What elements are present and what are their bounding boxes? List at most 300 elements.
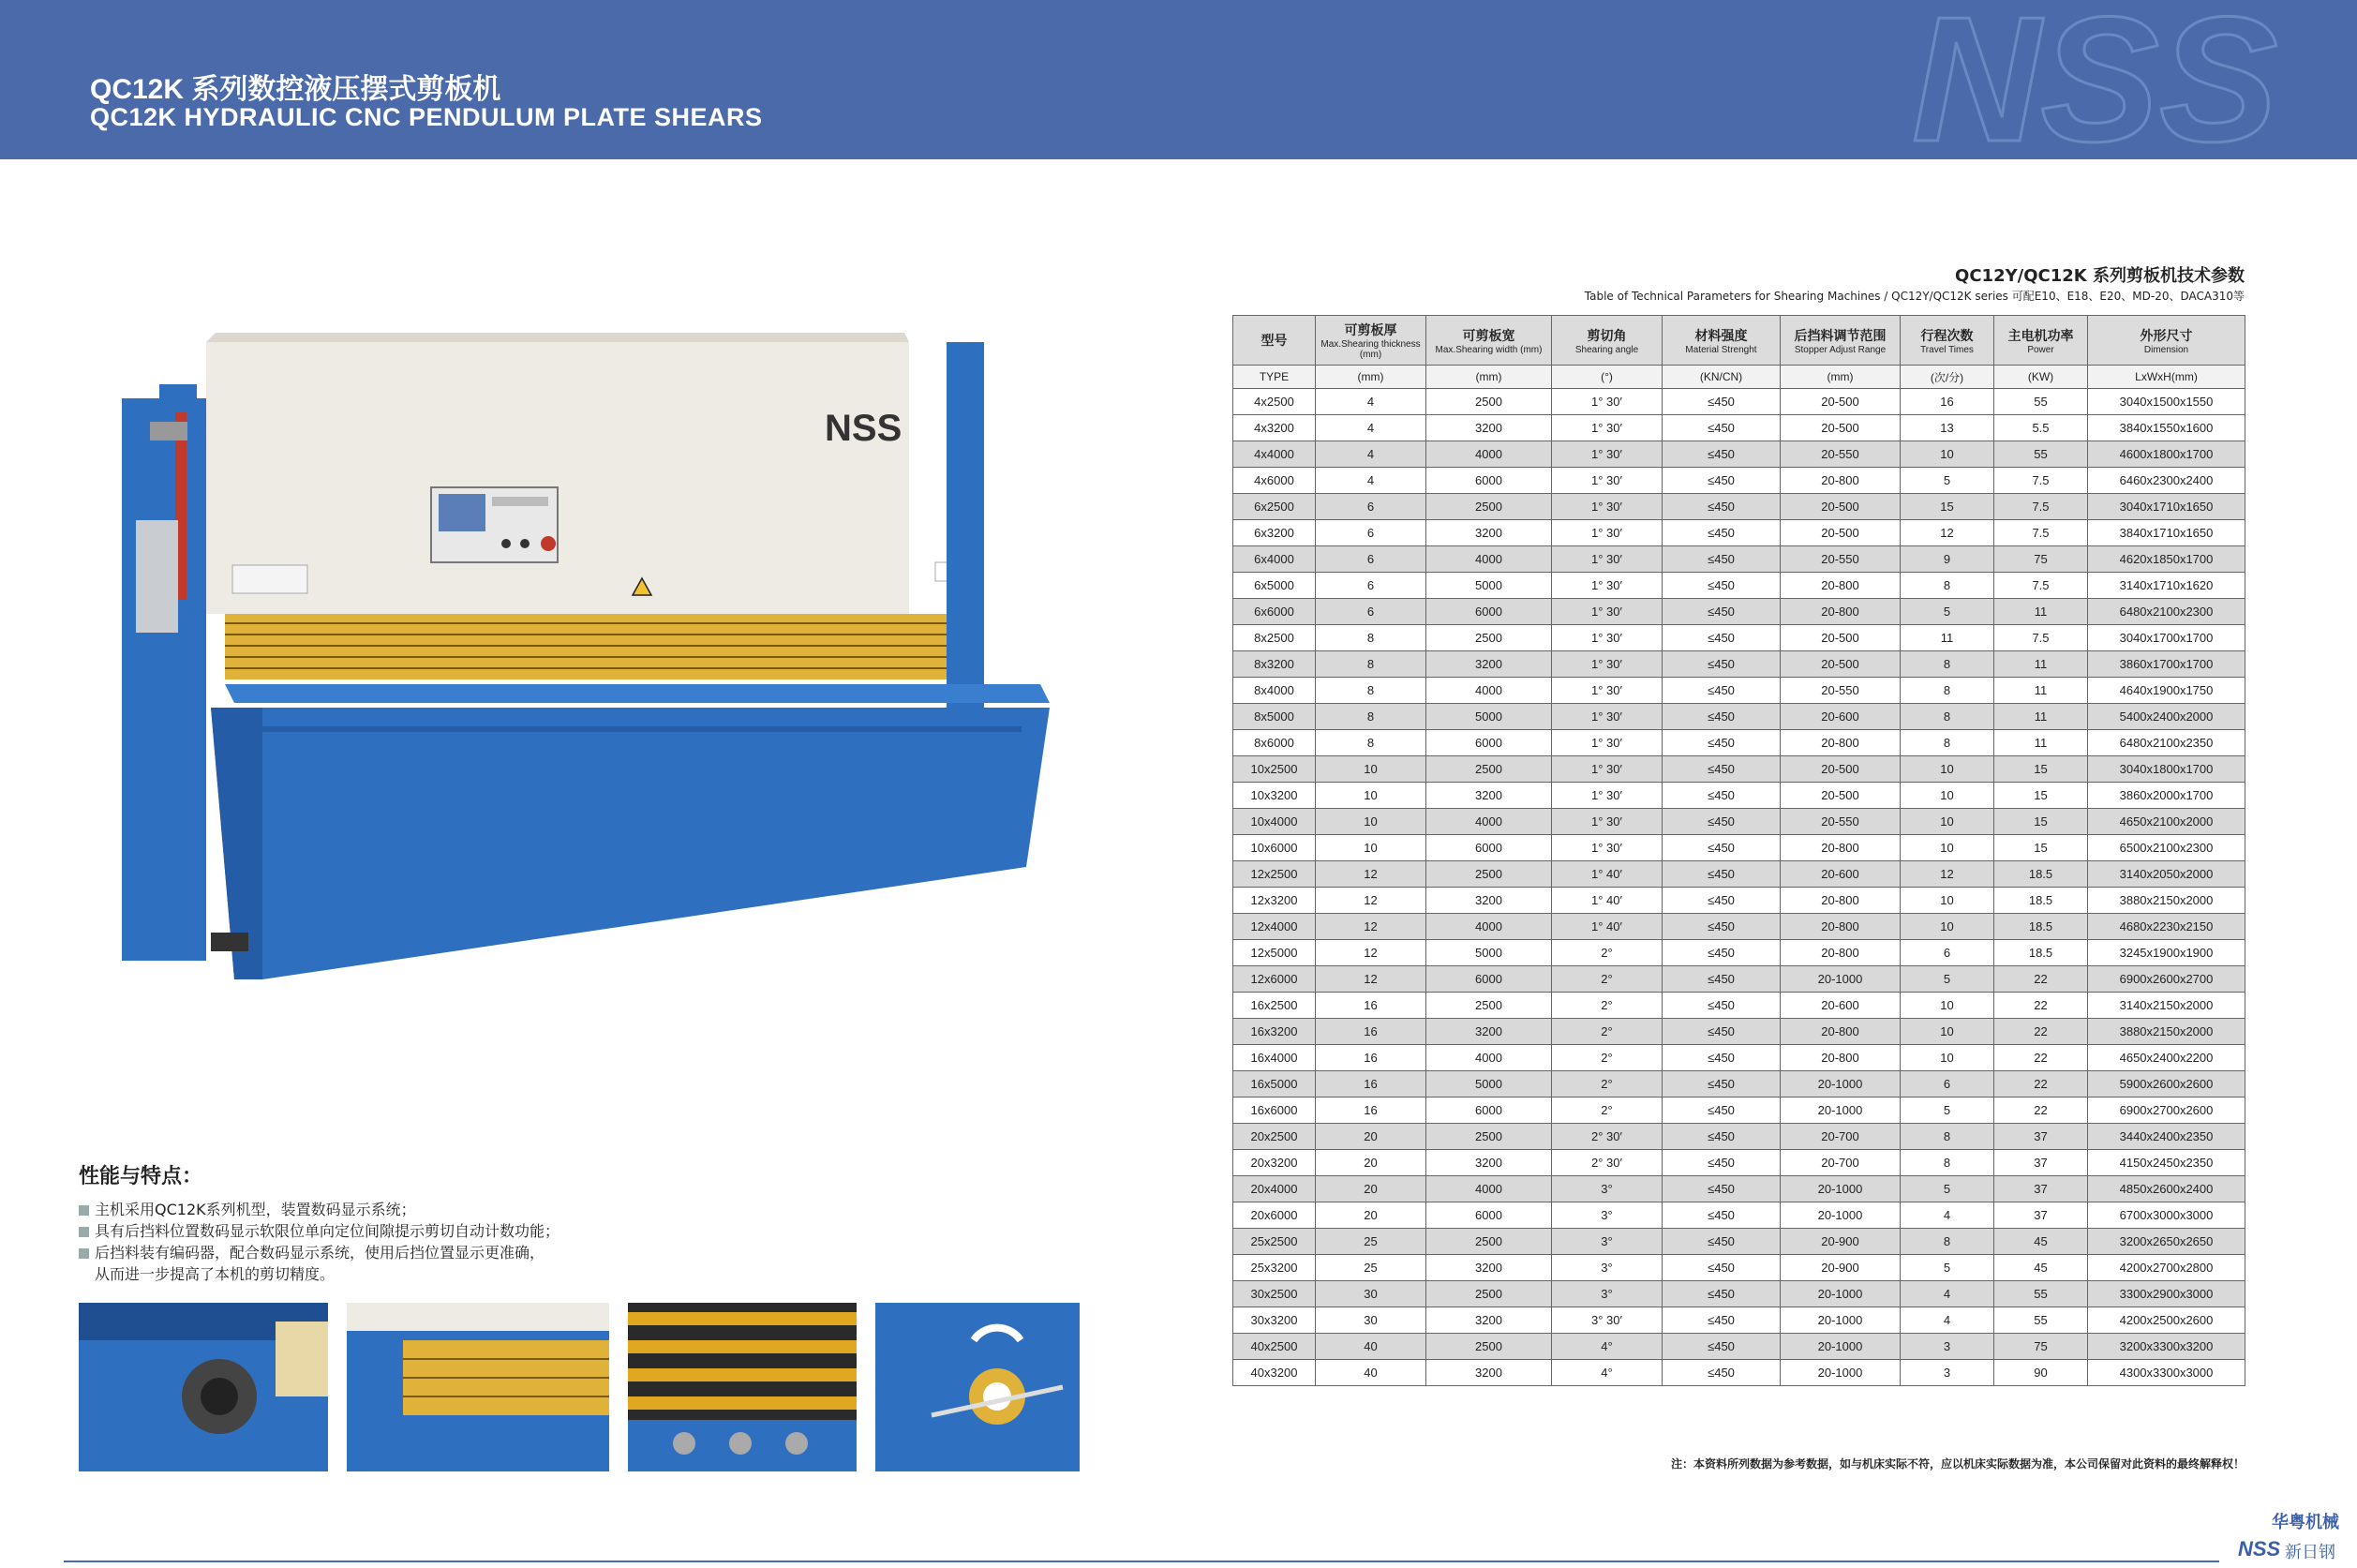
table-row xyxy=(1233,494,2245,520)
table-cell: 8 xyxy=(1316,651,1426,678)
table-cell: 20-1000 xyxy=(1781,1307,1901,1334)
table-cell: 5 xyxy=(1901,966,1994,993)
table-cell: 2500 xyxy=(1426,494,1552,520)
table-cell: 3° xyxy=(1552,1202,1663,1229)
table-cell: 4x3200 xyxy=(1233,415,1316,441)
table-row xyxy=(1233,1098,2245,1124)
table-cell: 2500 xyxy=(1426,1229,1552,1255)
table-cell: 6 xyxy=(1316,520,1426,546)
table-cell: 8 xyxy=(1901,730,1994,756)
table-cell: 20-500 xyxy=(1781,783,1901,809)
table-cell: 3880x2150x2000 xyxy=(2088,1019,2245,1045)
table-cell: ≤450 xyxy=(1663,1124,1781,1150)
table-cell: 4000 xyxy=(1426,546,1552,573)
table-cell: 40x3200 xyxy=(1233,1360,1316,1386)
table-cell: 5 xyxy=(1901,468,1994,494)
table-cell: ≤450 xyxy=(1663,1150,1781,1176)
table-cell: 3040x1710x1650 xyxy=(2088,494,2245,520)
table-cell: ≤450 xyxy=(1663,1334,1781,1360)
table-cell: 2500 xyxy=(1426,993,1552,1019)
table-cell: 6700x3000x3000 xyxy=(2088,1202,2245,1229)
table-cell: 16 xyxy=(1901,389,1994,415)
table-cell: 45 xyxy=(1994,1229,2088,1255)
table-row xyxy=(1233,1334,2245,1360)
table-cell: ≤450 xyxy=(1663,1307,1781,1334)
table-cell: 16x2500 xyxy=(1233,993,1316,1019)
table-cell: 90 xyxy=(1994,1360,2088,1386)
table-cell: ≤450 xyxy=(1663,415,1781,441)
table-cell: 10 xyxy=(1316,809,1426,835)
table-cell: 8 xyxy=(1901,651,1994,678)
table-cell: 10 xyxy=(1901,1019,1994,1045)
table-cell: 10 xyxy=(1316,783,1426,809)
table-cell: 20-1000 xyxy=(1781,1334,1901,1360)
table-cell: 18.5 xyxy=(1994,914,2088,940)
table-row xyxy=(1233,1071,2245,1098)
table-cell: 4150x2450x2350 xyxy=(2088,1150,2245,1176)
table-cell: 12x6000 xyxy=(1233,966,1316,993)
table-row xyxy=(1233,1307,2245,1334)
bullet-icon xyxy=(79,1227,89,1237)
table-cell: ≤450 xyxy=(1663,520,1781,546)
table-cell: 1° 30′ xyxy=(1552,809,1663,835)
table-cell: 22 xyxy=(1994,1071,2088,1098)
table-cell: 3° xyxy=(1552,1255,1663,1281)
table-cell: 55 xyxy=(1994,389,2088,415)
table-cell: 4 xyxy=(1316,415,1426,441)
table-cell: 4680x2230x2150 xyxy=(2088,914,2245,940)
table-header-cell: 材料强度 Material Strenght xyxy=(1663,316,1781,366)
features-section xyxy=(79,1160,660,1285)
table-row xyxy=(1233,1019,2245,1045)
table-cell: 5000 xyxy=(1426,940,1552,966)
table-cell: 1° 30′ xyxy=(1552,651,1663,678)
table-cell: 1° 30′ xyxy=(1552,494,1663,520)
table-cell: 3° xyxy=(1552,1229,1663,1255)
table-cell: ≤450 xyxy=(1663,861,1781,888)
table-cell: 2500 xyxy=(1426,1334,1552,1360)
table-cell: 6x4000 xyxy=(1233,546,1316,573)
table-cell: 8 xyxy=(1901,573,1994,599)
table-cell: 8x6000 xyxy=(1233,730,1316,756)
table-cell: 11 xyxy=(1994,599,2088,625)
table-cell: 3200 xyxy=(1426,415,1552,441)
table-cell: ≤450 xyxy=(1663,730,1781,756)
table-cell: 9 xyxy=(1901,546,1994,573)
table-cell: 37 xyxy=(1994,1176,2088,1202)
table-cell: 22 xyxy=(1994,1045,2088,1071)
table-cell: 8x2500 xyxy=(1233,625,1316,651)
bullet-icon xyxy=(79,1205,89,1216)
table-cell: 20-800 xyxy=(1781,1019,1901,1045)
header-banner xyxy=(0,0,2357,159)
table-cell: 12 xyxy=(1316,966,1426,993)
table-cell: 4850x2600x2400 xyxy=(2088,1176,2245,1202)
table-cell: 4 xyxy=(1901,1202,1994,1229)
table-cell: 4° xyxy=(1552,1360,1663,1386)
table-cell: 15 xyxy=(1901,494,1994,520)
table-cell: 20-600 xyxy=(1781,861,1901,888)
table-header-cell: 主电机功率 Power xyxy=(1994,316,2088,366)
table-cell: 6000 xyxy=(1426,1202,1552,1229)
table-cell: ≤450 xyxy=(1663,783,1781,809)
table-cell: ≤450 xyxy=(1663,546,1781,573)
detail-photo-hydraulic xyxy=(628,1303,857,1471)
table-cell: 25x3200 xyxy=(1233,1255,1316,1281)
feature-item: 主机采用QC12K系列机型，装置数码显示系统； xyxy=(79,1199,660,1220)
table-row xyxy=(1233,468,2245,494)
table-cell: 30x2500 xyxy=(1233,1281,1316,1307)
logo-text-en: NSS xyxy=(2238,1537,2281,1561)
table-cell: ≤450 xyxy=(1663,1281,1781,1307)
table-cell: 3200 xyxy=(1426,651,1552,678)
table-cell: 6x6000 xyxy=(1233,599,1316,625)
table-cell: 40 xyxy=(1316,1334,1426,1360)
table-cell: 20-800 xyxy=(1781,940,1901,966)
table-cell: 10 xyxy=(1901,993,1994,1019)
table-row xyxy=(1233,704,2245,730)
table-cell: 3 xyxy=(1901,1334,1994,1360)
table-cell: 16x6000 xyxy=(1233,1098,1316,1124)
table-cell: ≤450 xyxy=(1663,966,1781,993)
table-cell: 3200 xyxy=(1426,1360,1552,1386)
table-cell: 20-1000 xyxy=(1781,1360,1901,1386)
table-cell: ≤450 xyxy=(1663,1176,1781,1202)
table-cell: 3860x1700x1700 xyxy=(2088,651,2245,678)
table-cell: 1° 30′ xyxy=(1552,599,1663,625)
table-cell: 1° 30′ xyxy=(1552,415,1663,441)
table-cell: 4600x1800x1700 xyxy=(2088,441,2245,468)
table-cell: 6900x2600x2700 xyxy=(2088,966,2245,993)
table-cell: 3840x1710x1650 xyxy=(2088,520,2245,546)
table-cell: ≤450 xyxy=(1663,678,1781,704)
table-cell: ≤450 xyxy=(1663,835,1781,861)
table-cell: 16 xyxy=(1316,1071,1426,1098)
table-row xyxy=(1233,940,2245,966)
table-cell: 10 xyxy=(1901,441,1994,468)
table-cell: 2° xyxy=(1552,940,1663,966)
table-cell: ≤450 xyxy=(1663,389,1781,415)
table-cell: 6 xyxy=(1901,1071,1994,1098)
table-cell: 3040x1500x1550 xyxy=(2088,389,2245,415)
table-cell: 18.5 xyxy=(1994,888,2088,914)
table-cell: 18.5 xyxy=(1994,940,2088,966)
table-cell: 30 xyxy=(1316,1281,1426,1307)
table-cell: 75 xyxy=(1994,546,2088,573)
table-cell: 4x2500 xyxy=(1233,389,1316,415)
table-row xyxy=(1233,783,2245,809)
table-cell: 6000 xyxy=(1426,599,1552,625)
table-cell: 2500 xyxy=(1426,861,1552,888)
table-cell: 2° 30′ xyxy=(1552,1150,1663,1176)
table-cell: 75 xyxy=(1994,1334,2088,1360)
table-cell: 12 xyxy=(1901,520,1994,546)
table-cell: 1° 30′ xyxy=(1552,783,1663,809)
table-cell: ≤450 xyxy=(1663,704,1781,730)
table-cell: 1° 30′ xyxy=(1552,441,1663,468)
table-cell: 20-800 xyxy=(1781,1045,1901,1071)
table-header-cell: 型号 xyxy=(1233,316,1316,366)
table-cell: ≤450 xyxy=(1663,468,1781,494)
table-cell: 8 xyxy=(1901,1124,1994,1150)
table-cell: 3860x2000x1700 xyxy=(2088,783,2245,809)
table-cell: 8 xyxy=(1316,730,1426,756)
table-cell: 1° 30′ xyxy=(1552,625,1663,651)
table-cell: 20-800 xyxy=(1781,914,1901,940)
table-cell: 25 xyxy=(1316,1255,1426,1281)
table-cell: 1° 30′ xyxy=(1552,835,1663,861)
table-cell: 16 xyxy=(1316,1098,1426,1124)
table-unit-cell: (mm) xyxy=(1426,366,1552,389)
table-cell: 20x2500 xyxy=(1233,1124,1316,1150)
table-cell: 30x3200 xyxy=(1233,1307,1316,1334)
table-cell: 10x6000 xyxy=(1233,835,1316,861)
company-logo xyxy=(2230,1509,2343,1565)
table-cell: 15 xyxy=(1994,756,2088,783)
table-cell: 8 xyxy=(1316,625,1426,651)
table-cell: 2° xyxy=(1552,1098,1663,1124)
table-cell: 4000 xyxy=(1426,441,1552,468)
table-cell: 20-550 xyxy=(1781,546,1901,573)
table-cell: 8 xyxy=(1901,704,1994,730)
table-cell: 20-800 xyxy=(1781,730,1901,756)
table-cell: 3200 xyxy=(1426,520,1552,546)
table-cell: 7.5 xyxy=(1994,573,2088,599)
table-cell: 55 xyxy=(1994,1281,2088,1307)
table-cell: 13 xyxy=(1901,415,1994,441)
table-cell: 2° xyxy=(1552,1071,1663,1098)
table-cell: 37 xyxy=(1994,1202,2088,1229)
table-cell: 40x2500 xyxy=(1233,1334,1316,1360)
table-cell: 1° 40′ xyxy=(1552,888,1663,914)
table-row xyxy=(1233,993,2245,1019)
table-cell: 2500 xyxy=(1426,756,1552,783)
table-cell: 8 xyxy=(1901,1150,1994,1176)
table-cell: ≤450 xyxy=(1663,756,1781,783)
table-cell: 5.5 xyxy=(1994,415,2088,441)
table-cell: 6900x2700x2600 xyxy=(2088,1098,2245,1124)
table-unit-cell: (次/分) xyxy=(1901,366,1994,389)
table-cell: 20-500 xyxy=(1781,625,1901,651)
table-cell: 10 xyxy=(1901,1045,1994,1071)
table-cell: 10x4000 xyxy=(1233,809,1316,835)
table-cell: 12x5000 xyxy=(1233,940,1316,966)
table-cell: 2500 xyxy=(1426,1281,1552,1307)
svg-text:NSS: NSS xyxy=(1912,0,2278,159)
table-cell: 1° 30′ xyxy=(1552,573,1663,599)
table-cell: 7.5 xyxy=(1994,494,2088,520)
table-cell: 20-1000 xyxy=(1781,1071,1901,1098)
table-cell: 15 xyxy=(1994,809,2088,835)
table-row xyxy=(1233,599,2245,625)
table-cell: 11 xyxy=(1994,730,2088,756)
table-cell: 20-800 xyxy=(1781,468,1901,494)
table-row xyxy=(1233,573,2245,599)
table-cell: 4000 xyxy=(1426,809,1552,835)
table-cell: 1° 30′ xyxy=(1552,468,1663,494)
table-cell: ≤450 xyxy=(1663,1360,1781,1386)
table-cell: 3140x2150x2000 xyxy=(2088,993,2245,1019)
table-cell: 1° 30′ xyxy=(1552,520,1663,546)
table-cell: 6480x2100x2350 xyxy=(2088,730,2245,756)
table-cell: 3040x1700x1700 xyxy=(2088,625,2245,651)
table-cell: 10 xyxy=(1901,914,1994,940)
table-header-cell: 剪切角 Shearing angle xyxy=(1552,316,1663,366)
feature-item: 具有后挡料位置数码显示软限位单向定位间隙提示剪切自动计数功能； xyxy=(79,1220,660,1242)
table-cell: 6x5000 xyxy=(1233,573,1316,599)
table-cell: 3200 xyxy=(1426,783,1552,809)
table-cell: 20-1000 xyxy=(1781,1176,1901,1202)
table-cell: 20-550 xyxy=(1781,678,1901,704)
table-cell: 25 xyxy=(1316,1229,1426,1255)
table-cell: 4650x2100x2000 xyxy=(2088,809,2245,835)
table-cell: 3440x2400x2350 xyxy=(2088,1124,2245,1150)
table-cell: 1° 30′ xyxy=(1552,389,1663,415)
table-cell: 20 xyxy=(1316,1124,1426,1150)
table-row xyxy=(1233,809,2245,835)
table-cell: 2500 xyxy=(1426,389,1552,415)
detail-photos xyxy=(79,1303,1082,1471)
table-cell: ≤450 xyxy=(1663,993,1781,1019)
table-cell: 25x2500 xyxy=(1233,1229,1316,1255)
table-cell: 3 xyxy=(1901,1360,1994,1386)
detail-photo-back-gauge xyxy=(79,1303,328,1471)
table-cell: 20-1000 xyxy=(1781,1098,1901,1124)
table-cell: 6000 xyxy=(1426,1098,1552,1124)
logo-text-cn: 华粤机械 xyxy=(2272,1513,2339,1532)
table-cell: 3200 xyxy=(1426,1255,1552,1281)
table-cell: 20-550 xyxy=(1781,809,1901,835)
table-cell: 16x5000 xyxy=(1233,1071,1316,1098)
table-cell: 4620x1850x1700 xyxy=(2088,546,2245,573)
table-cell: 6460x2300x2400 xyxy=(2088,468,2245,494)
table-cell: 4640x1900x1750 xyxy=(2088,678,2245,704)
table-cell: 4x4000 xyxy=(1233,441,1316,468)
table-row xyxy=(1233,651,2245,678)
table-cell: 2500 xyxy=(1426,1124,1552,1150)
table-cell: 20-1000 xyxy=(1781,966,1901,993)
logo-text-cn2: 新日钢 xyxy=(2285,1543,2335,1562)
table-cell: 20-700 xyxy=(1781,1124,1901,1150)
table-cell: 3° xyxy=(1552,1281,1663,1307)
table-cell: 6000 xyxy=(1426,468,1552,494)
table-row xyxy=(1233,1202,2245,1229)
table-cell: 8 xyxy=(1901,678,1994,704)
table-cell: 8 xyxy=(1316,704,1426,730)
table-cell: 4300x3300x3000 xyxy=(2088,1360,2245,1386)
table-row xyxy=(1233,1124,2245,1150)
table-header-cell: 外形尺寸 Dimension xyxy=(2088,316,2245,366)
table-cell: 4 xyxy=(1901,1307,1994,1334)
table-cell: 5 xyxy=(1901,1255,1994,1281)
table-cell: 37 xyxy=(1994,1124,2088,1150)
table-cell: ≤450 xyxy=(1663,809,1781,835)
table-cell: 5400x2400x2000 xyxy=(2088,704,2245,730)
table-cell: 10 xyxy=(1901,888,1994,914)
table-cell: 20-500 xyxy=(1781,651,1901,678)
table-cell: 3140x1710x1620 xyxy=(2088,573,2245,599)
table-cell: ≤450 xyxy=(1663,888,1781,914)
table-note: 注：本资料所列数据为参考数据，如与机床实际不符，应以机床实际数据为准，本公司保留对此资料的最终解释权！ xyxy=(1670,1457,2245,1471)
table-cell: 55 xyxy=(1994,1307,2088,1334)
page-title-en: QC12K HYDRAULIC CNC PENDULUM PLATE SHEARS xyxy=(90,103,763,131)
table-cell: 4000 xyxy=(1426,1176,1552,1202)
table-unit-cell: (KW) xyxy=(1994,366,2088,389)
table-cell: 5900x2600x2600 xyxy=(2088,1071,2245,1098)
table-cell: 4x6000 xyxy=(1233,468,1316,494)
table-cell: 16 xyxy=(1316,1045,1426,1071)
table-cell: 11 xyxy=(1994,704,2088,730)
table-cell: 20-600 xyxy=(1781,993,1901,1019)
table-cell: 12 xyxy=(1316,940,1426,966)
feature-item: 从而进一步提高了本机的剪切精度。 xyxy=(95,1265,336,1283)
table-cell: 12 xyxy=(1316,888,1426,914)
table-cell: 4000 xyxy=(1426,914,1552,940)
table-cell: 20-1000 xyxy=(1781,1202,1901,1229)
table-cell: 6000 xyxy=(1426,730,1552,756)
table-cell: 22 xyxy=(1994,993,2088,1019)
table-cell: 2° xyxy=(1552,993,1663,1019)
table-header-cell: 后挡料调节范围 Stopper Adjust Range xyxy=(1781,316,1901,366)
table-cell: 1° 30′ xyxy=(1552,678,1663,704)
table-unit-cell: (KN/CN) xyxy=(1663,366,1781,389)
table-unit-cell: (mm) xyxy=(1316,366,1426,389)
table-cell: 4 xyxy=(1316,468,1426,494)
table-cell: 10 xyxy=(1901,756,1994,783)
table-cell: 4° xyxy=(1552,1334,1663,1360)
table-cell: 20x3200 xyxy=(1233,1150,1316,1176)
table-unit-cell: (°) xyxy=(1552,366,1663,389)
feature-item: 后挡料装有编码器，配合数码显示系统，使用后挡位置显示更准确， xyxy=(79,1242,660,1263)
table-cell: 10 xyxy=(1901,809,1994,835)
table-row xyxy=(1233,1150,2245,1176)
table-cell: 20 xyxy=(1316,1176,1426,1202)
table-cell: 2° xyxy=(1552,966,1663,993)
table-unit-row xyxy=(1233,366,2245,389)
table-row xyxy=(1233,888,2245,914)
table-row xyxy=(1233,678,2245,704)
table-cell: 1° 30′ xyxy=(1552,756,1663,783)
shear-machine-image xyxy=(122,333,1059,989)
table-cell: 3200x2650x2650 xyxy=(2088,1229,2245,1255)
table-cell: ≤450 xyxy=(1663,1045,1781,1071)
table-cell: ≤450 xyxy=(1663,494,1781,520)
table-cell: ≤450 xyxy=(1663,625,1781,651)
table-cell: 16 xyxy=(1316,1019,1426,1045)
table-row xyxy=(1233,1281,2245,1307)
table-cell: 40 xyxy=(1316,1360,1426,1386)
table-cell: 2° 30′ xyxy=(1552,1124,1663,1150)
table-cell: 20-800 xyxy=(1781,835,1901,861)
spec-table xyxy=(1232,315,2245,1386)
table-cell: ≤450 xyxy=(1663,1071,1781,1098)
table-cell: 3200 xyxy=(1426,1019,1552,1045)
table-cell: 10 xyxy=(1316,756,1426,783)
table-cell: 55 xyxy=(1994,441,2088,468)
table-cell: 5000 xyxy=(1426,1071,1552,1098)
table-cell: 4000 xyxy=(1426,1045,1552,1071)
table-cell: 15 xyxy=(1994,783,2088,809)
table-cell: ≤450 xyxy=(1663,940,1781,966)
table-cell: 3040x1800x1700 xyxy=(2088,756,2245,783)
table-cell: 16x4000 xyxy=(1233,1045,1316,1071)
table-cell: 16x3200 xyxy=(1233,1019,1316,1045)
table-header-row xyxy=(1233,316,2245,366)
table-cell: 6500x2100x2300 xyxy=(2088,835,2245,861)
table-row xyxy=(1233,861,2245,888)
table-cell: ≤450 xyxy=(1663,1098,1781,1124)
table-row xyxy=(1233,546,2245,573)
